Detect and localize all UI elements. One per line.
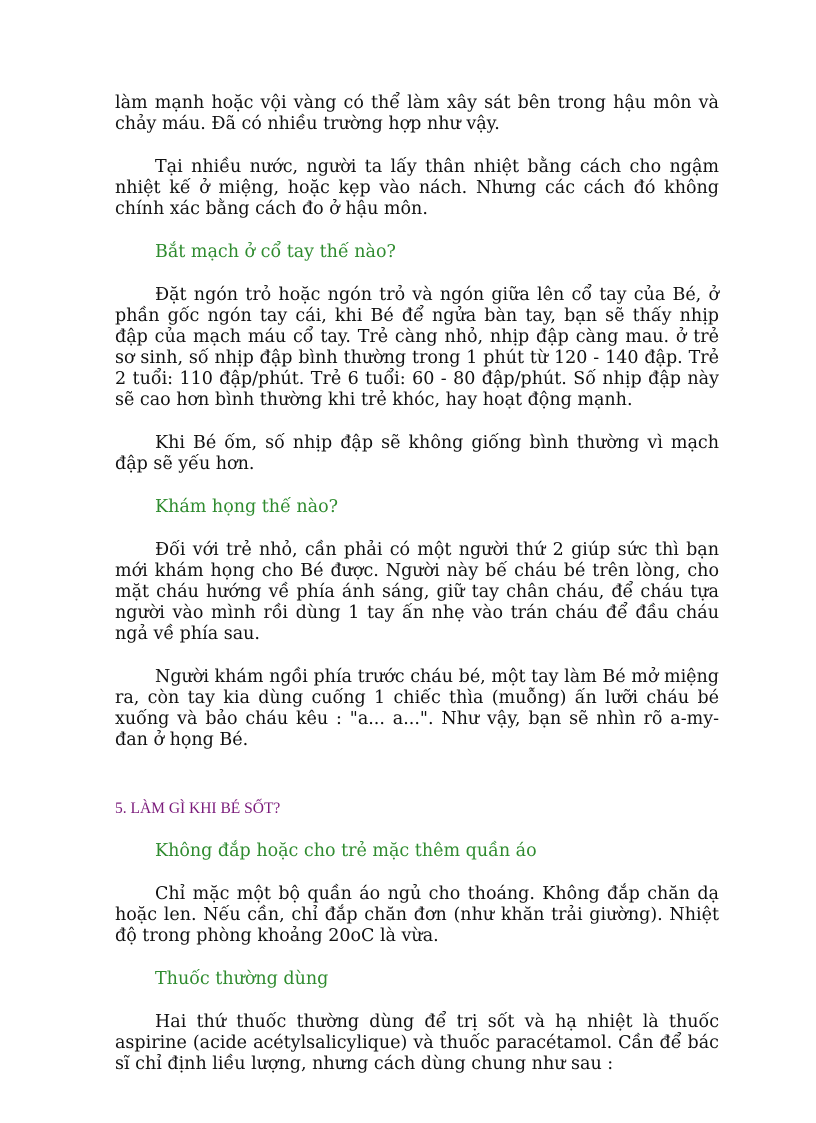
document-page [115,93,719,1075]
paragraph-pulse-sick: Khi Bé ốm, số nhịp đập sẽ không giống bình thường vì mạch đập sẽ yếu hơn. [115,433,719,474]
paragraph-rectal-caution: làm mạnh hoặc vội vàng có thể làm xây sát bên trong hậu môn và chảy máu. Đã có nhiều trường hợp như vậy. [115,93,719,134]
paragraph-medicine: Hai thứ thuốc thường dùng để trị sốt và hạ nhiệt là thuốc aspirine (acide acétylsalicylique) và thuốc paracétamol. Cần để bác sĩ chỉ định liều lượng, nhưng cách dùng chung như sau : [115,1012,719,1074]
paragraph-throat-exam: Người khám ngồi phía trước cháu bé, một tay làm Bé mở miệng ra, còn tay kia dùng cuống 1 chiếc thìa (muỗng) ấn lưỡi cháu bé xuống và bảo cháu kêu : "a... a...". Như vậy, bạn sẽ nhìn rõ a-my-đan ở họng Bé. [115,667,719,750]
paragraph-other-methods: Tại nhiều nước, người ta lấy thân nhiệt bằng cách cho ngậm nhiệt kế ở miệng, hoặc kẹp vào nách. Nhưng các cách đó không chính xác bằng cách đo ở hậu môn. [115,157,719,219]
paragraph-throat-helper: Đối với trẻ nhỏ, cần phải có một người thứ 2 giúp sức thì bạn mới khám họng cho Bé được. Người này bế cháu bé trên lòng, cho mặt cháu hướng về phía ánh sáng, giữ tay chân cháu, để cháu tựa người vào mình rồi dùng 1 tay ấn nhẹ vào trán cháu để đầu cháu ngả về phía sau. [115,540,719,644]
paragraph-clothing: Chỉ mặc một bộ quần áo ngủ cho thoáng. Không đắp chăn dạ hoặc len. Nếu cần, chỉ đắp chăn đơn (như khăn trải giường). Nhiệt độ trong phòng khoảng 20oC là vừa. [115,884,719,946]
heading-throat: Khám họng thế nào? [155,497,339,517]
heading-pulse: Bắt mạch ở cổ tay thế nào? [155,242,396,262]
heading-clothing: Không đắp hoặc cho trẻ mặc thêm quần áo [155,841,537,861]
heading-medicine: Thuốc thường dùng [155,969,329,989]
section-title-fever: 5. LÀM GÌ KHI BÉ SỐT? [115,800,281,817]
paragraph-pulse-method: Đặt ngón trỏ hoặc ngón trỏ và ngón giữa lên cổ tay của Bé, ở phần gốc ngón tay cái, khi Bé để ngửa bàn tay, bạn sẽ thấy nhịp đập của mạch máu cổ tay. Trẻ càng nhỏ, nhịp đập càng mau. ở trẻ sơ sinh, số nhịp đập bình thường trong 1 phút từ 120 - 140 đập. Trẻ 2 tuổi: 110 đập/phút. Trẻ 6 tuổi: 60 - 80 đập/phút. Số nhịp đập này sẽ cao hơn bình thường khi trẻ khóc, hay hoạt động mạnh. [115,285,719,410]
